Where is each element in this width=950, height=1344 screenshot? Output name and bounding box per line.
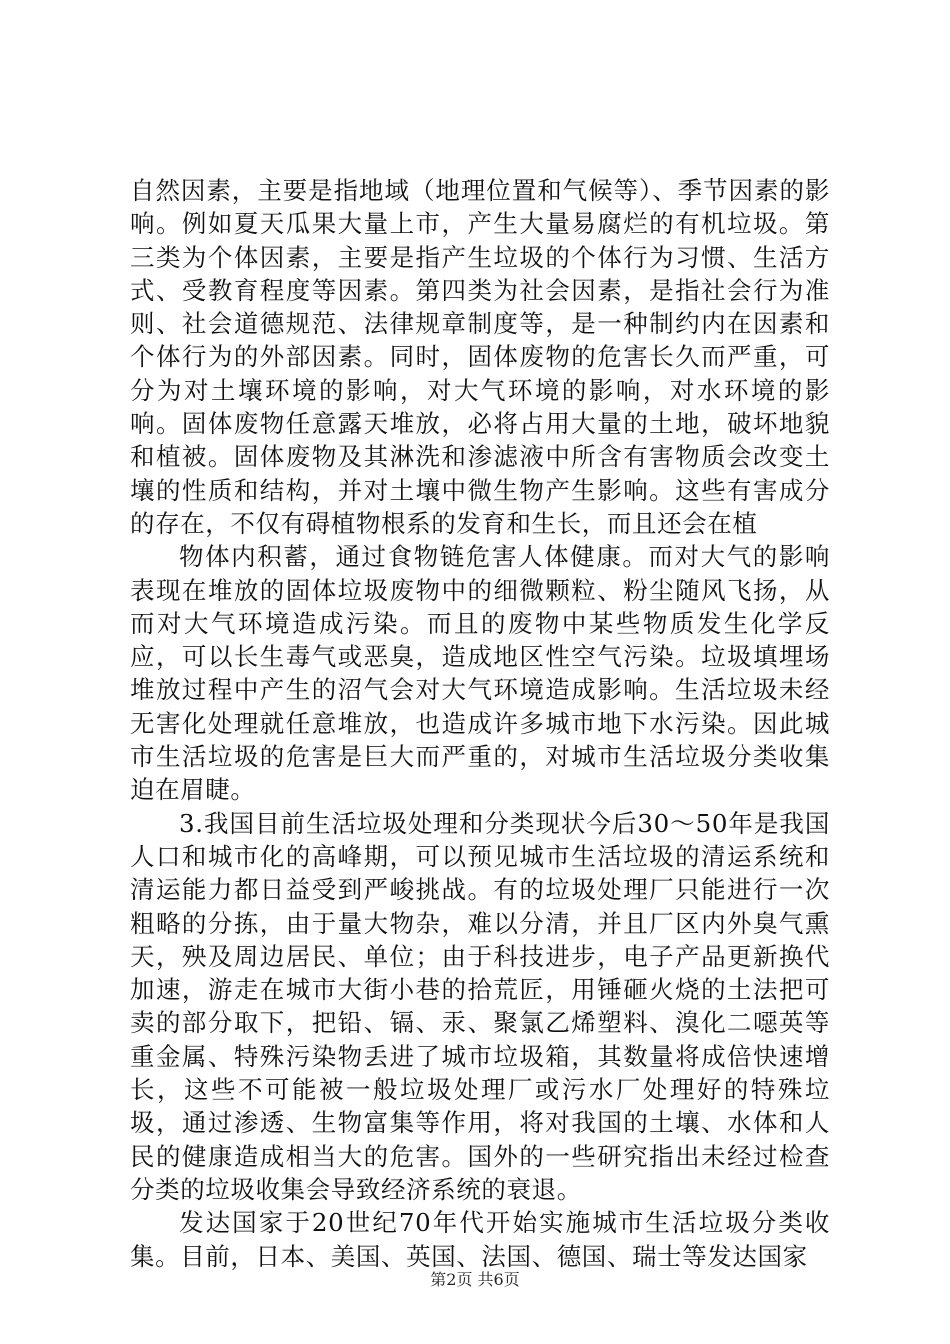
paragraph-4: 发达国家于20世纪70年代开始实施城市生活垃圾分类收集。目前，日本、美国、英国、法国、德国、瑞士等发达国家 [130,1208,830,1271]
paragraph-2: 物体内积蓄，通过食物链危害人体健康。而对大气的影响表现在堆放的固体垃圾废物中的细微颗粒、粉尘随风飞扬，从而对大气环境造成污染。而且的废物中某些物质发生化学反应，可以长生毒气或恶臭，造成地区性空气污染。垃圾填埋场堆放过程中产生的沼气会对大气环境造成影响。生活垃圾未经无害化处理就任意堆放，也造成许多城市地下水污染。因此城市生活垃圾的危害是巨大而严重的，对城市生活垃圾分类收集迫在眉睫。 [130,542,830,805]
page-footer: 第2页 共6页 [430,1270,520,1289]
paragraph-3: 3.我国目前生活垃圾处理和分类现状今后30～50年是我国人口和城市化的高峰期，可以预见城市生活垃圾的清运系统和清运能力都日益受到严峻挑战。有的垃圾处理厂只能进行一次粗略的分拣，由于量大物杂，难以分清，并且厂区内外臭气熏天，殃及周边居民、单位；由于科技进步，电子产品更新换代加速，游走在城市大街小巷的拾荒匠，用锤砸火烧的土法把可卖的部分取下，把铅、镉、汞、聚氯乙烯塑料、溴化二噁英等重金属、特殊污染物丢进了城市垃圾箱，其数量将成倍快速增长，这些不可能被一般垃圾处理厂或污水厂处理好的特殊垃圾，通过渗透、生物富集等作用，将对我国的土壤、水体和人民的健康造成相当大的危害。国外的一些研究指出未经过检查分类的垃圾收集会导致经济系统的衰退。 [130,808,830,1204]
document-body [130,174,830,1273]
paragraph-1: 自然因素，主要是指地域（地理位置和气候等）、季节因素的影响。例如夏天瓜果大量上市，产生大量易腐烂的有机垃圾。第三类为个体因素，主要是指产生垃圾的个体行为习惯、生活方式、受教育程度等因素。第四类为社会因素，是指社会行为准则、社会道德规范、法律规章制度等，是一种制约内在因素和个体行为的外部因素。同时，固体废物的危害长久而严重，可分为对土壤环境的影响，对大气环境的影响，对水环境的影响。固体废物任意露天堆放，必将占用大量的土地，破坏地貌和植被。固体废物及其淋洗和渗滤液中所含有害物质会改变土壤的性质和结构，并对土壤中微生物产生影响。这些有害成分的存在，不仅有碍植物根系的发育和生长，而且还会在植 [130,176,830,538]
